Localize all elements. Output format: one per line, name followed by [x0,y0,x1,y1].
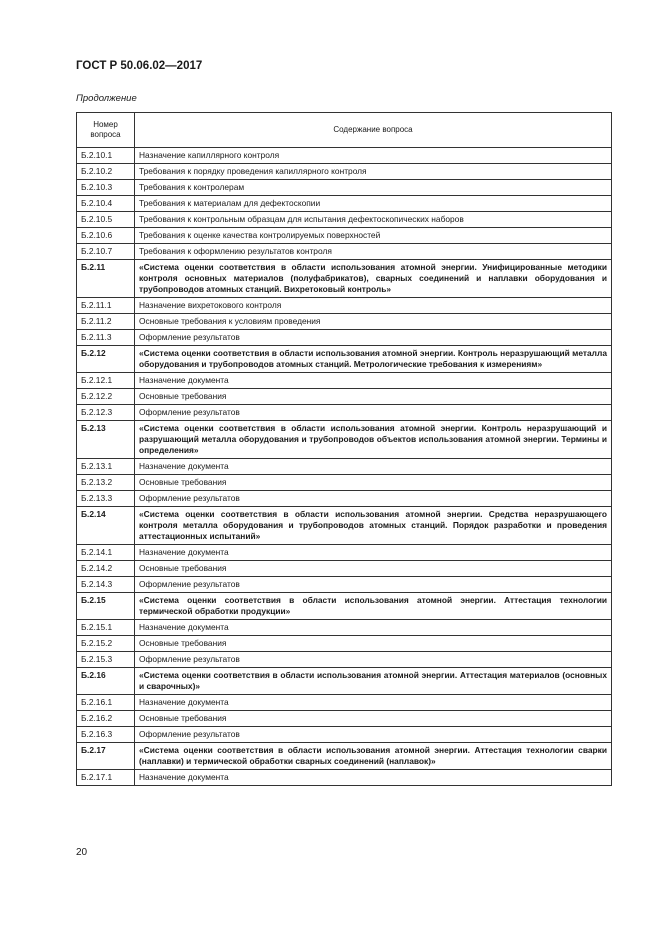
table-row [77,577,612,593]
question-content: Оформление результатов [135,727,612,743]
page-number: 20 [76,847,88,858]
question-number: Б.2.16.2 [77,711,135,727]
question-content: Назначение документа [135,545,612,561]
question-number: Б.2.17 [77,743,135,770]
question-content: Требования к контролерам [135,180,612,196]
question-number: Б.2.11 [77,260,135,298]
question-number: Б.2.16 [77,668,135,695]
question-content: Требования к оценке качества контролируемых поверхностей [135,228,612,244]
question-number: Б.2.10.6 [77,228,135,244]
question-content: «Система оценки соответствия в области использования атомной энергии. Контроль неразрушающий и разрушающий металла оборудования и трубопроводов объектов использования атомной энергии. Термины и определения» [135,421,612,459]
question-content: «Система оценки соответствия в области использования атомной энергии. Унифицированные методики контроля основных материалов (полуфабрикатов), сварных соединений и наплавки оборудования и трубопроводов атомных станций. Вихретоковый контроль» [135,260,612,298]
table-row [77,491,612,507]
table-row [77,314,612,330]
question-number: Б.2.10.2 [77,164,135,180]
table-row [77,298,612,314]
question-content: Назначение документа [135,620,612,636]
question-number: Б.2.14.3 [77,577,135,593]
question-content: Основные требования [135,711,612,727]
question-number: Б.2.11.2 [77,314,135,330]
question-number: Б.2.12.3 [77,405,135,421]
table-body [77,148,612,786]
question-number: Б.2.17.1 [77,770,135,786]
table-row [77,695,612,711]
question-number: Б.2.10.4 [77,196,135,212]
section-row [77,668,612,695]
question-number: Б.2.16.1 [77,695,135,711]
question-content: Основные требования к условиям проведения [135,314,612,330]
table-row [77,770,612,786]
table-row [77,636,612,652]
table-row [77,164,612,180]
question-number: Б.2.13 [77,421,135,459]
question-number: Б.2.13.3 [77,491,135,507]
question-number: Б.2.12.2 [77,389,135,405]
table-row [77,228,612,244]
question-content: Оформление результатов [135,330,612,346]
table-row [77,727,612,743]
question-content: Основные требования [135,636,612,652]
table-row [77,711,612,727]
question-number: Б.2.12 [77,346,135,373]
table-row [77,373,612,389]
question-content: «Система оценки соответствия в области использования атомной энергии. Аттестация технологии термической обработки продукции» [135,593,612,620]
table-row [77,459,612,475]
question-number: Б.2.15 [77,593,135,620]
question-content: Требования к материалам для дефектоскопии [135,196,612,212]
question-content: Требования к контрольным образцам для испытания дефектоскопических наборов [135,212,612,228]
question-number: Б.2.10.7 [77,244,135,260]
question-content: Требования к оформлению результатов контроля [135,244,612,260]
table-row [77,652,612,668]
table-row [77,180,612,196]
continuation-label: Продолжение [76,93,137,104]
table-row [77,545,612,561]
table-row [77,196,612,212]
question-content: «Система оценки соответствия в области использования атомной энергии. Аттестация материалов (основных и сварочных)» [135,668,612,695]
question-content: Оформление результатов [135,491,612,507]
table-row [77,475,612,491]
document-code: ГОСТ Р 50.06.02—2017 [76,60,203,72]
table-row [77,148,612,164]
question-number: Б.2.14.1 [77,545,135,561]
column-header-content: Содержание вопроса [135,113,612,148]
question-number: Б.2.15.1 [77,620,135,636]
section-row [77,421,612,459]
column-header-number: Номер вопроса [77,113,135,148]
question-content: Основные требования [135,475,612,491]
question-content: Назначение документа [135,459,612,475]
question-number: Б.2.15.2 [77,636,135,652]
question-content: «Система оценки соответствия в области использования атомной энергии. Контроль неразрушающий металла оборудования и трубопроводов атомных станций. Метрологические требования к измерениям» [135,346,612,373]
question-number: Б.2.10.3 [77,180,135,196]
question-content: Назначение вихретокового контроля [135,298,612,314]
table-row [77,212,612,228]
question-content: Оформление результатов [135,577,612,593]
question-content: Назначение документа [135,770,612,786]
table-row [77,561,612,577]
section-row [77,260,612,298]
section-row [77,593,612,620]
question-number: Б.2.13.1 [77,459,135,475]
table-row [77,330,612,346]
table-row [77,244,612,260]
question-number: Б.2.12.1 [77,373,135,389]
table-row [77,405,612,421]
question-number: Б.2.16.3 [77,727,135,743]
section-row [77,346,612,373]
questions-table [76,112,612,786]
question-number: Б.2.10.5 [77,212,135,228]
question-number: Б.2.11.3 [77,330,135,346]
question-number: Б.2.14.2 [77,561,135,577]
question-number: Б.2.15.3 [77,652,135,668]
question-content: Назначение документа [135,373,612,389]
question-number: Б.2.10.1 [77,148,135,164]
table-row [77,389,612,405]
table-row [77,620,612,636]
question-content: Оформление результатов [135,652,612,668]
table-header-row [77,113,612,148]
question-content: Требования к порядку проведения капиллярного контроля [135,164,612,180]
question-content: Назначение документа [135,695,612,711]
section-row [77,743,612,770]
question-content: Оформление результатов [135,405,612,421]
question-content: «Система оценки соответствия в области использования атомной энергии. Средства неразрушающего контроля металла оборудования и трубопроводов атомных станций. Порядок разработки и проведения аттестационных испытаний» [135,507,612,545]
question-content: Основные требования [135,561,612,577]
question-number: Б.2.11.1 [77,298,135,314]
question-content: Назначение капиллярного контроля [135,148,612,164]
section-row [77,507,612,545]
question-number: Б.2.13.2 [77,475,135,491]
question-content: Основные требования [135,389,612,405]
question-content: «Система оценки соответствия в области использования атомной энергии. Аттестация технологии сварки (наплавки) и термической обработки сварных соединений (наплавок)» [135,743,612,770]
question-number: Б.2.14 [77,507,135,545]
